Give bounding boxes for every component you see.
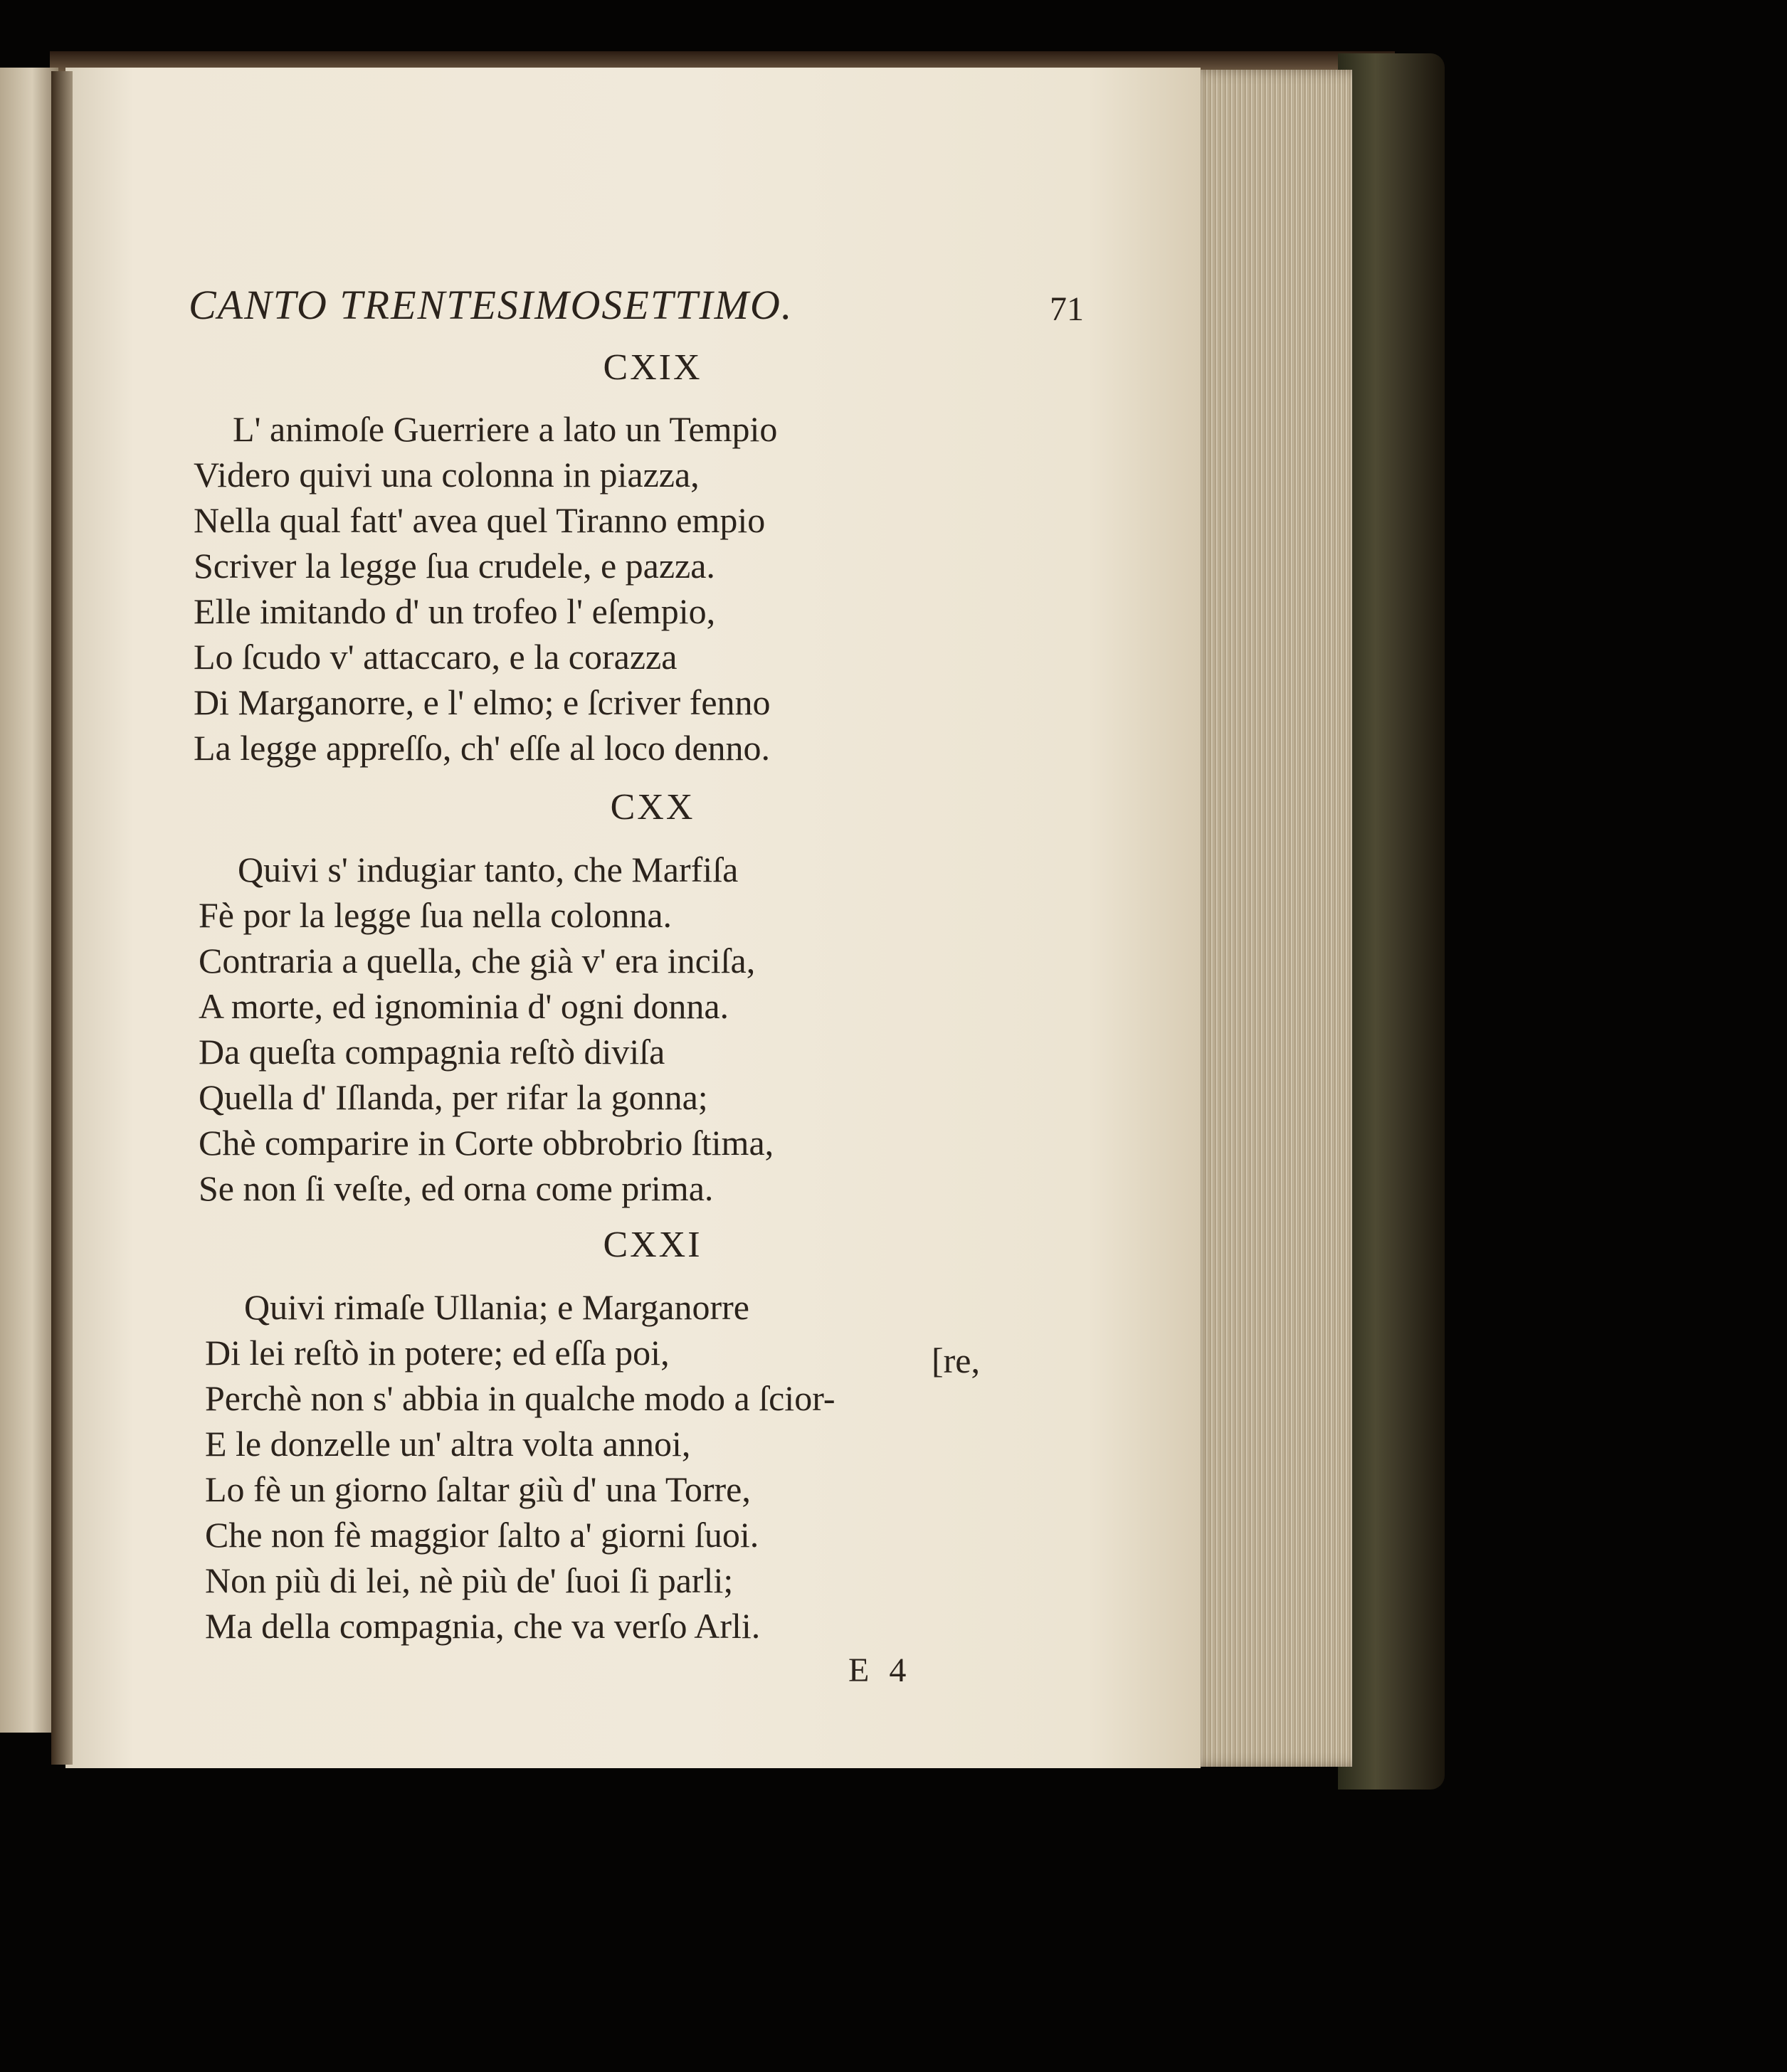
book-page [65, 68, 1201, 1768]
verse-line: Scriver la legge ſua crudele, e pazza. [194, 546, 715, 586]
stanza [205, 1284, 1059, 1649]
verse-line: Quivi s' indugiar tanto, che Marfiſa [238, 850, 739, 889]
verse-line: Nella qual fatt' avea quel Tiranno empio [194, 500, 766, 540]
stanza-number: CXIX [603, 347, 702, 388]
verse-line: L' animoſe Guerriere a lato un Tempio [233, 409, 778, 449]
verse-line: Da queſta compagnia reſtò diviſa [199, 1032, 665, 1072]
verse-line: Se non ſi veſte, ed orna come prima. [199, 1168, 714, 1208]
gutter-shadow [51, 71, 73, 1765]
verse-line: A morte, ed ignominia d' ogni donna. [199, 986, 729, 1026]
verse-line: Quella d' Iſlanda, per rifar la gonna; [199, 1077, 708, 1117]
verse-line: Non più di lei, nè più de' ſuoi ſi parli; [205, 1560, 734, 1600]
verse-line: Perchè non s' abbia in qualche modo a ſcior- [205, 1378, 835, 1418]
verse-line: Lo fè un giorno ſaltar giù d' una Torre, [205, 1469, 751, 1509]
verse-line: Elle imitando d' un trofeo l' eſempio, [194, 591, 716, 631]
stanza [199, 847, 1053, 1211]
verse-line: La legge appreſſo, ch' eſſe al loco denno. [194, 728, 771, 768]
verse-line: Quivi rimaſe Ullania; e Marganorre [244, 1287, 749, 1327]
verse-line: Chè comparire in Corte obbrobrio ſtima, [199, 1123, 774, 1163]
signature-mark: E 4 [848, 1651, 912, 1689]
verse-line: E le donzelle un' altra volta annoi, [205, 1424, 691, 1464]
running-head: CANTO TRENTESIMOSETTIMO. [189, 282, 794, 328]
turnover-bracket: [re, [932, 1341, 980, 1380]
page-fore-edge [1188, 70, 1352, 1767]
verse-line: Fè por la legge ſua nella colonna. [199, 895, 673, 935]
stanza-number: CXX [610, 787, 695, 828]
verse-line: Di lei reſtò in potere; ed eſſa poi, [205, 1333, 670, 1373]
stanza [194, 406, 1048, 771]
verse-line: Videro quivi una colonna in piazza, [194, 455, 700, 495]
page-header [125, 281, 1084, 338]
stanza-number: CXXI [603, 1225, 702, 1265]
verse-line: Contraria a quella, che già v' era inciſa, [199, 941, 756, 980]
book-cover [1338, 53, 1445, 1790]
left-page-edge [0, 68, 58, 1733]
verse-line: Ma della compagnia, che va verſo Arli. [205, 1606, 761, 1646]
verse-line: Di Marganorre, e l' elmo; e ſcriver fenno [194, 682, 771, 722]
verse-line: Che non fè maggior ſalto a' giorni ſuoi. [205, 1515, 759, 1555]
page-number: 71 [1050, 290, 1084, 328]
verse-line: Lo ſcudo v' attaccaro, e la corazza [194, 637, 678, 677]
